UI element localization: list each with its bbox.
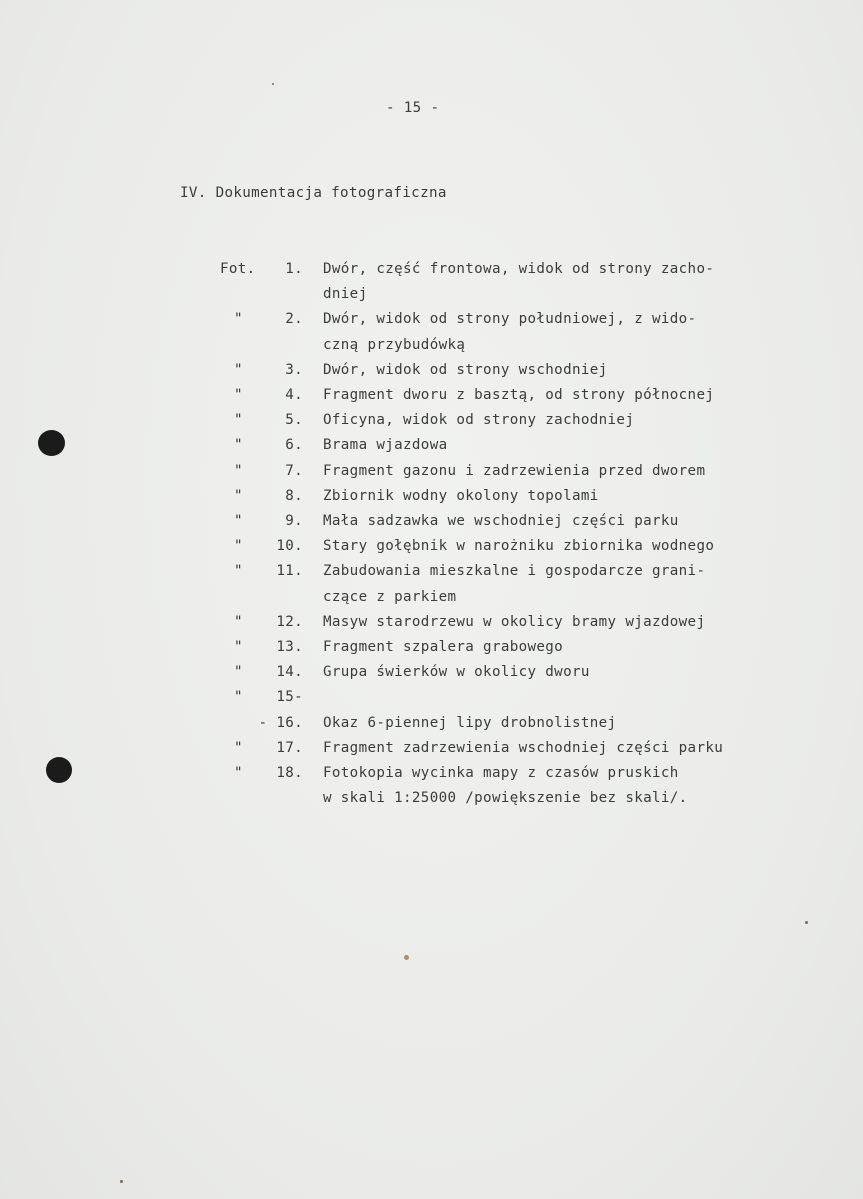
ditto-mark: " xyxy=(234,488,243,504)
ditto-mark: " xyxy=(234,740,243,756)
item-number: 2. xyxy=(285,311,303,327)
item-number: 1. xyxy=(285,261,303,277)
item-text: Masyw starodrzewu w okolicy bramy wjazdowej xyxy=(323,614,706,630)
item-text: Zabudowania mieszkalne i gospodarcze grani- xyxy=(323,563,706,579)
item-number: 11. xyxy=(276,563,303,579)
punch-hole-top xyxy=(38,430,65,456)
ditto-mark: " xyxy=(234,387,243,403)
item-number: 12. xyxy=(276,614,303,630)
ditto-mark: " xyxy=(234,563,243,579)
paper-speck xyxy=(805,921,808,924)
item-text: Dwór, widok od strony wschodniej xyxy=(323,362,608,378)
ditto-mark: " xyxy=(234,362,243,378)
item-text: Fragment zadrzewienia wschodniej części parku xyxy=(323,740,724,756)
ditto-mark: " xyxy=(234,538,243,554)
item-number: 13. xyxy=(276,639,303,655)
item-text: Fragment gazonu i zadrzewienia przed dworem xyxy=(323,463,706,479)
item-text: Fragment szpalera grabowego xyxy=(323,639,564,655)
item-text-continuation: w skali 1:25000 /powiększenie bez skali/. xyxy=(323,790,688,806)
ditto-mark: " xyxy=(234,513,243,529)
page-number: - 15 - xyxy=(386,100,440,116)
ditto-mark: " xyxy=(234,639,243,655)
item-text: Grupa świerków w okolicy dworu xyxy=(323,664,590,680)
item-text: Brama wjazdowa xyxy=(323,437,448,453)
ditto-mark: " xyxy=(234,614,243,630)
item-number: 10. xyxy=(276,538,303,554)
item-number: 5. xyxy=(285,412,303,428)
item-number: 6. xyxy=(285,437,303,453)
section-heading: IV. Dokumentacja fotograficzna xyxy=(180,185,447,201)
item-text: Dwór, widok od strony południowej, z wido- xyxy=(323,311,697,327)
item-number: 3. xyxy=(285,362,303,378)
ditto-mark: " xyxy=(234,412,243,428)
item-text: Fragment dworu z basztą, od strony północnej xyxy=(323,387,715,403)
item-text: Stary gołębnik w narożniku zbiornika wodnego xyxy=(323,538,715,554)
item-text: Zbiornik wodny okolony topolami xyxy=(323,488,599,504)
ditto-mark: " xyxy=(234,765,243,781)
paper-speck xyxy=(120,1180,123,1183)
item-text: Okaz 6-piennej lipy drobnolistnej xyxy=(323,715,617,731)
ditto-mark: " xyxy=(234,664,243,680)
item-number: 8. xyxy=(285,488,303,504)
ditto-mark: " xyxy=(234,689,243,705)
ditto-mark: " xyxy=(234,463,243,479)
paper-speck xyxy=(404,955,409,960)
item-text: Fotokopia wycinka mapy z czasów pruskich xyxy=(323,765,679,781)
fot-label: Fot. xyxy=(220,261,256,277)
item-number: 9. xyxy=(285,513,303,529)
item-text-continuation: dniej xyxy=(323,286,368,302)
item-text: Mała sadzawka we wschodniej części parku xyxy=(323,513,679,529)
punch-hole-bottom xyxy=(46,757,72,783)
paper-speck xyxy=(272,83,274,85)
item-text: Dwór, część frontowa, widok od strony zacho- xyxy=(323,261,715,277)
ditto-mark: " xyxy=(234,437,243,453)
item-number: 18. xyxy=(276,765,303,781)
item-text-continuation: czące z parkiem xyxy=(323,589,457,605)
item-number: 14. xyxy=(276,664,303,680)
item-number: 15- xyxy=(276,689,303,705)
item-number: 4. xyxy=(285,387,303,403)
item-number: 17. xyxy=(276,740,303,756)
item-text-continuation: czną przybudówką xyxy=(323,337,466,353)
item-text: Oficyna, widok od strony zachodniej xyxy=(323,412,635,428)
item-number: 7. xyxy=(285,463,303,479)
item-number: - 16. xyxy=(258,715,303,731)
ditto-mark: " xyxy=(234,311,243,327)
